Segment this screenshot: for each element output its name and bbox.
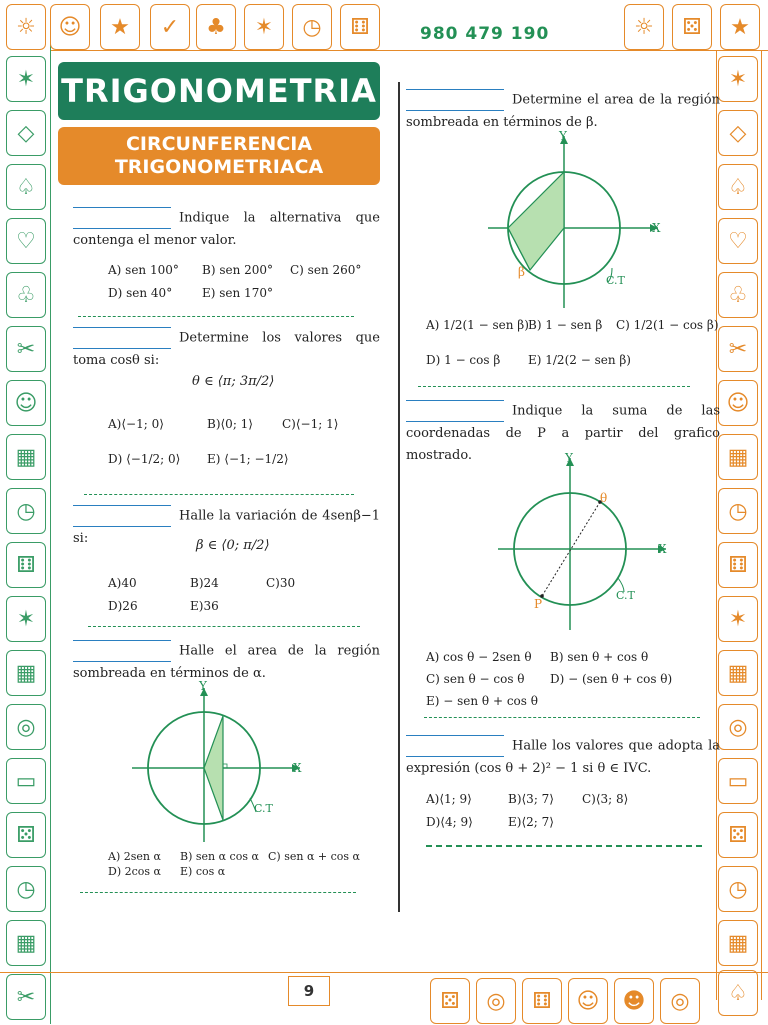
scissors-icon: ✂ [6,326,46,372]
y-axis-label: Y [199,680,207,693]
heads-icon: ☺ [50,4,90,50]
car-icon: ▭ [718,758,758,804]
stars-icon: ★ [720,4,760,50]
calculator-icon: ▦ [718,920,758,966]
separator [418,386,690,387]
car-icon: ▭ [6,758,46,804]
question-text: Halle el area de la región sombreada en términos de α. [73,643,380,681]
answer-blank [73,327,171,349]
calculator-icon: ▦ [718,650,758,696]
watch-icon: ◷ [6,866,46,912]
x-axis-label: X [293,761,302,775]
spade-icon: ♤ [718,970,758,1016]
ct-label: C.T [254,802,273,815]
calculator-icon: ▦ [718,434,758,480]
calculator-icon: ▦ [6,650,46,696]
web-icon: ✶ [6,596,46,642]
answer-blank [406,89,504,111]
x-axis-label: X [652,221,661,235]
heart-icon: ♡ [718,218,758,264]
y-axis-label: Y [559,129,567,143]
smile-icon: ☺ [568,978,608,1024]
page-number: 9 [288,976,330,1006]
question-text: Halle la variación de 4senβ−1 si: [73,508,380,546]
answer-blank [73,640,171,662]
page-title: TRIGONOMETRIA [58,62,380,120]
option-e: E) cos α [180,865,226,878]
question-text: Indique la suma de las coordenadas de P a partir del grafico mostrado. [406,403,720,463]
dice-icon: ⚄ [672,4,712,50]
fingerprint-icon: ◎ [660,978,700,1024]
option-d: D) − (sen θ + cos θ) [550,672,673,686]
stars-icon: ★ [100,4,140,50]
question-text: Determine los valores que toma cosθ si: [73,330,380,368]
option-d: D) sen 40° [108,286,173,300]
question-text: Halle los valores que adopta la expresión (cos θ + 2)² − 1 si θ ∈ IVC. [406,738,720,776]
smile-icon: ☺ [718,380,758,426]
unit-circle-figure-theta [490,448,680,633]
option-a: A) sen 100° [108,263,179,277]
ct-label: C.T [616,589,635,602]
question-5 [406,89,720,134]
heart-icon: ♡ [6,218,46,264]
dice-icon: ⚄ [6,812,46,858]
condition: β ∈ ⟨0; π/2⟩ [196,538,270,553]
unit-circle-figure-alpha [120,680,320,850]
fingerprint-icon: ◎ [718,704,758,750]
option-b: B) 1 − sen β [528,318,603,332]
watch-icon: ◷ [292,4,332,50]
x-axis-label: X [658,542,667,556]
question-text: Indique la alternativa que contenga el menor valor. [73,210,380,248]
y-axis-label: Y [565,451,573,465]
option-b: B) sen θ + cos θ [550,650,649,664]
calculator-icon: ▦ [6,920,46,966]
dice-icon: ⚅ [6,542,46,588]
web-icon: ✶ [6,56,46,102]
diamond-icon: ◇ [718,110,758,156]
answer-blank [406,400,504,422]
club-icon: ♧ [718,272,758,318]
option-c: C) sen α + cos α [268,850,360,863]
option-c: C) sen 260° [290,263,362,277]
watch-icon: ◷ [6,488,46,534]
option-c: C)30 [266,576,296,590]
separator [84,494,354,495]
answer-blank [73,207,171,229]
club-icon: ♧ [6,272,46,318]
option-a: A)40 [108,576,137,590]
smile-icon: ☺ [6,380,46,426]
option-a: A) cos θ − 2sen θ [426,650,532,664]
option-e: E) − sen θ + cos θ [426,694,538,708]
option-e: E) ⟨−1; −1/2⟩ [207,452,289,466]
unit-circle-figure-beta [480,128,670,313]
ct-label: C.T [606,274,625,287]
fingerprint-icon: ◎ [6,704,46,750]
web-icon: ✶ [718,56,758,102]
question-1 [73,207,380,252]
option-b: B)⟨3; 7⟩ [508,792,554,806]
dice-icon: ⚅ [340,4,380,50]
watch-icon: ◷ [718,866,758,912]
heads-icon: ☻ [614,978,654,1024]
separator [424,717,700,718]
option-d: D) 2cos α [108,865,161,878]
question-2 [73,327,380,372]
option-b: B) sen α cos α [180,850,259,863]
option-c: C)⟨3; 8⟩ [582,792,629,806]
club-icon: ♣ [196,4,236,50]
separator [88,626,360,627]
point-label: P [534,597,543,611]
option-a: A)⟨1; 9⟩ [426,792,472,806]
spade-icon: ♤ [718,164,758,210]
fingerprint-icon: ◎ [476,978,516,1024]
scissors-icon: ✂ [718,326,758,372]
answer-blank [73,505,171,527]
watch-icon: ◷ [718,488,758,534]
question-4 [73,640,380,685]
option-b: B)24 [190,576,219,590]
dice-icon: ⚅ [718,542,758,588]
web-icon: ✶ [718,596,758,642]
separator [426,845,702,847]
option-d: D) ⟨−1/2; 0⟩ [108,452,181,466]
subtitle-line-2: TRIGONOMETRIACA [114,156,324,178]
option-a: A)⟨−1; 0⟩ [108,417,164,431]
option-c: C) 1/2(1 − cos β) [616,318,719,332]
option-d: D)26 [108,599,138,613]
question-text: Determine el area de la región sombreada en términos de β. [406,92,720,130]
phone-number: 980 479 190 [420,24,550,44]
option-b: B)⟨0; 1⟩ [207,417,253,431]
option-e: E) sen 170° [202,286,273,300]
angle-label: θ [600,491,608,505]
v-icon: ✓ [150,4,190,50]
dice-icon: ⚄ [430,978,470,1024]
option-d: D) 1 − cos β [426,353,501,367]
column-divider [398,82,400,912]
dice-icon: ⚅ [522,978,562,1024]
option-b: B) sen 200° [202,263,274,277]
option-d: D)⟨4; 9⟩ [426,815,473,829]
bulb-icon: ☼ [6,4,46,50]
option-e: E)36 [190,599,219,613]
dice-icon: ⚄ [718,812,758,858]
separator [80,892,356,893]
bulb-icon: ☼ [624,4,664,50]
option-c: C) sen θ − cos θ [426,672,525,686]
page-subtitle [58,127,380,185]
question-7 [406,735,720,780]
diamond-icon: ◇ [6,110,46,156]
condition: θ ∈ ⟨π; 3π/2⟩ [192,374,275,389]
scissors-icon: ✂ [6,974,46,1020]
calculator-icon: ▦ [6,434,46,480]
option-e: E)⟨2; 7⟩ [508,815,554,829]
spade-icon: ♤ [6,164,46,210]
option-a: A) 2sen α [108,850,161,863]
answer-blank [406,735,504,757]
angle-label: β [518,265,525,279]
option-c: C)⟨−1; 1⟩ [282,417,339,431]
option-a: A) 1/2(1 − sen β) [426,318,529,332]
web-icon: ✶ [244,4,284,50]
option-e: E) 1/2(2 − sen β) [528,353,631,367]
separator [78,316,354,317]
subtitle-line-1: CIRCUNFERENCIA [125,133,313,155]
